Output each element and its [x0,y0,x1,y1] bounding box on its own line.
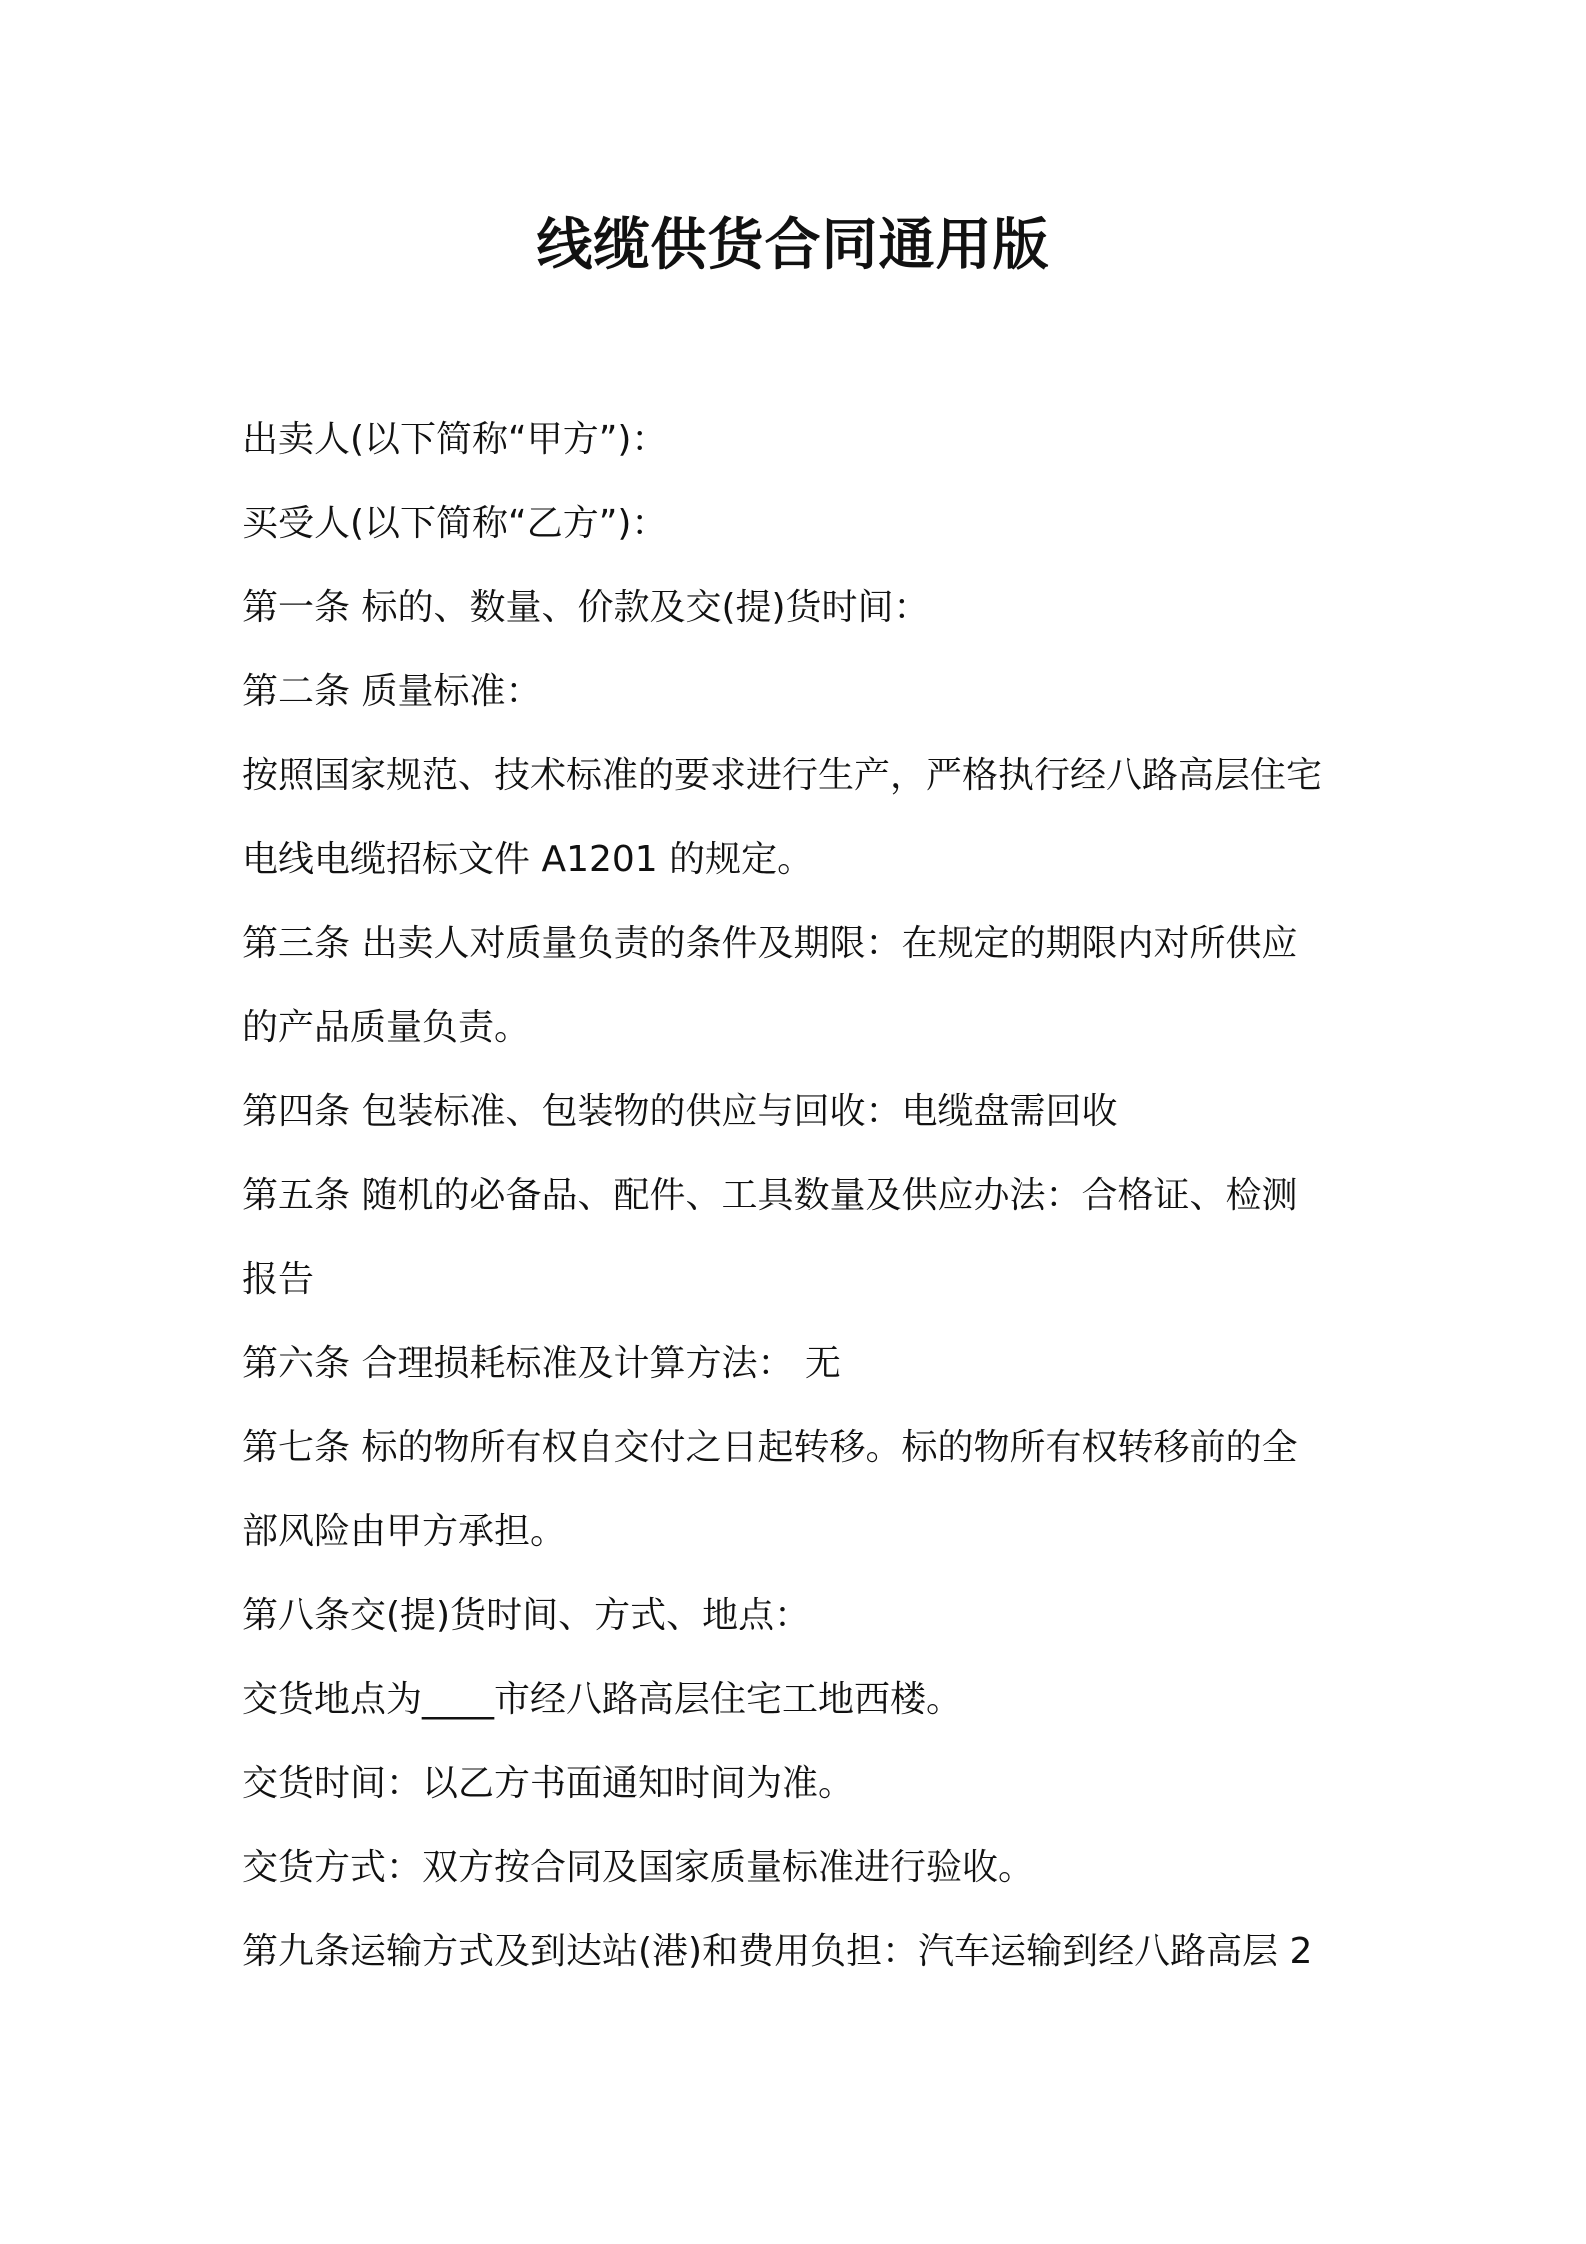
paragraph-line-article-3: 第三条 出卖人对质量负责的条件及期限：在规定的期限内对所供应 [242,923,1298,964]
paragraph-line-quality-standard-cont: 电线电缆招标文件 A1201 的规定。 [242,839,814,880]
paragraph-line-article-4: 第四条 包装标准、包装物的供应与回收：电缆盘需回收 [242,1091,1118,1132]
paragraph-line-article-5: 第五条 随机的必备品、配件、工具数量及供应办法：合格证、检测 [242,1175,1298,1216]
paragraph-line-seller: 出卖人(以下简称“甲方”)： [242,419,668,460]
paragraph-line-article-5-cont: 报告 [242,1259,315,1300]
paragraph-line-article-7-cont: 部风险由甲方承担。 [242,1511,567,1552]
paragraph-line-article-2: 第二条 质量标准： [242,671,542,712]
document-body [242,398,1362,1994]
paragraph-line-article-8: 第八条交(提)货时间、方式、地点： [242,1595,811,1636]
paragraph-line-delivery-method: 交货方式：双方按合同及国家质量标准进行验收。 [242,1847,1035,1888]
paragraph-line-buyer: 买受人(以下简称“乙方”)： [242,503,668,544]
document-title: 线缆供货合同通用版 [536,213,1050,278]
paragraph-line-article-6: 第六条 合理损耗标准及计算方法： 无 [242,1343,841,1384]
paragraph-line-article-9: 第九条运输方式及到达站(港)和费用负担：汽车运输到经八路高层 2 [242,1931,1313,1972]
paragraph-line-article-3-cont: 的产品质量负责。 [242,1007,531,1048]
paragraph-line-article-1: 第一条 标的、数量、价款及交(提)货时间： [242,587,930,628]
paragraph-line-delivery-time: 交货时间：以乙方书面通知时间为准。 [242,1763,855,1804]
paragraph-line-article-7: 第七条 标的物所有权自交付之日起转移。标的物所有权转移前的全 [242,1427,1298,1468]
paragraph-line-delivery-location: 交货地点为____市经八路高层住宅工地西楼。 [242,1679,963,1720]
paragraph-line-quality-standard: 按照国家规范、技术标准的要求进行生产，严格执行经八路高层住宅 [242,755,1323,796]
